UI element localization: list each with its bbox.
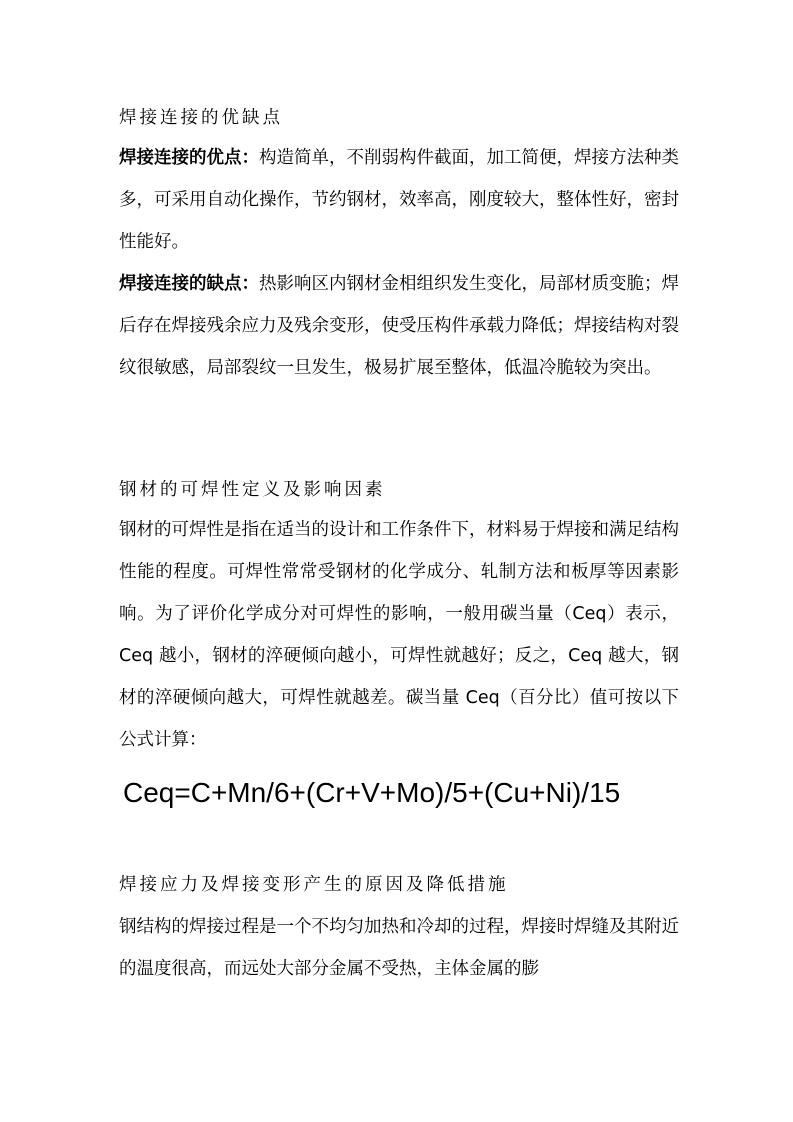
text-advantages: 构造简单，不削弱构件截面，加工简便，焊接方法种类多，可采用自动化操作，节约钢材，效率高，刚度较大，整体性好，密封性能好。 [119, 148, 679, 252]
label-advantages: 焊接连接的优点： [119, 148, 259, 168]
section-heading-weldability: 钢材的可焊性定义及影响因素 [119, 480, 386, 500]
text-disadvantages: 热影响区内钢材金相组织发生变化，局部材质变脆；焊后存在焊接残余应力及残余变形，使受压构件承载力降低；焊接结构对裂纹很敏感，局部裂纹一旦发生，极易扩展至整体，低温冷脆较为突出。 [119, 274, 679, 378]
carbon-equivalent-formula: Ceq=C+Mn/6+(Cr+V+Mo)/5+(Cu+Ni)/15 [123, 777, 621, 808]
paragraph-weldability: 钢材的可焊性是指在适当的设计和工作条件下，材料易于焊接和满足结构性能的程度。可焊性常常受钢材的化学成分、轧制方法和板厚等因素影响。为了评价化学成分对可焊性的影响，一般用碳当量（Ceq）表示，Ceq 越小，钢材的淬硬倾向越小，可焊性就越好；反之，Ceq 越大，钢材的淬硬倾向越大，可焊性就越差。碳当量 Ceq（百分比）值可按以下公式计算： [119, 520, 679, 750]
paragraph-weld-stress: 钢结构的焊接过程是一个不均匀加热和冷却的过程，焊接时焊缝及其附近的温度很高，而远处大部分金属不受热，主体金属的膨 [119, 917, 679, 979]
section-heading-weld-stress: 焊接应力及焊接变形产生的原因及降低措施 [119, 875, 509, 895]
paragraph-weld-disadvantages [119, 263, 679, 389]
section-heading-weld-pros-cons: 焊接连接的优缺点 [119, 108, 283, 128]
label-disadvantages: 焊接连接的缺点： [119, 274, 259, 294]
paragraph-weld-advantages [119, 137, 679, 263]
